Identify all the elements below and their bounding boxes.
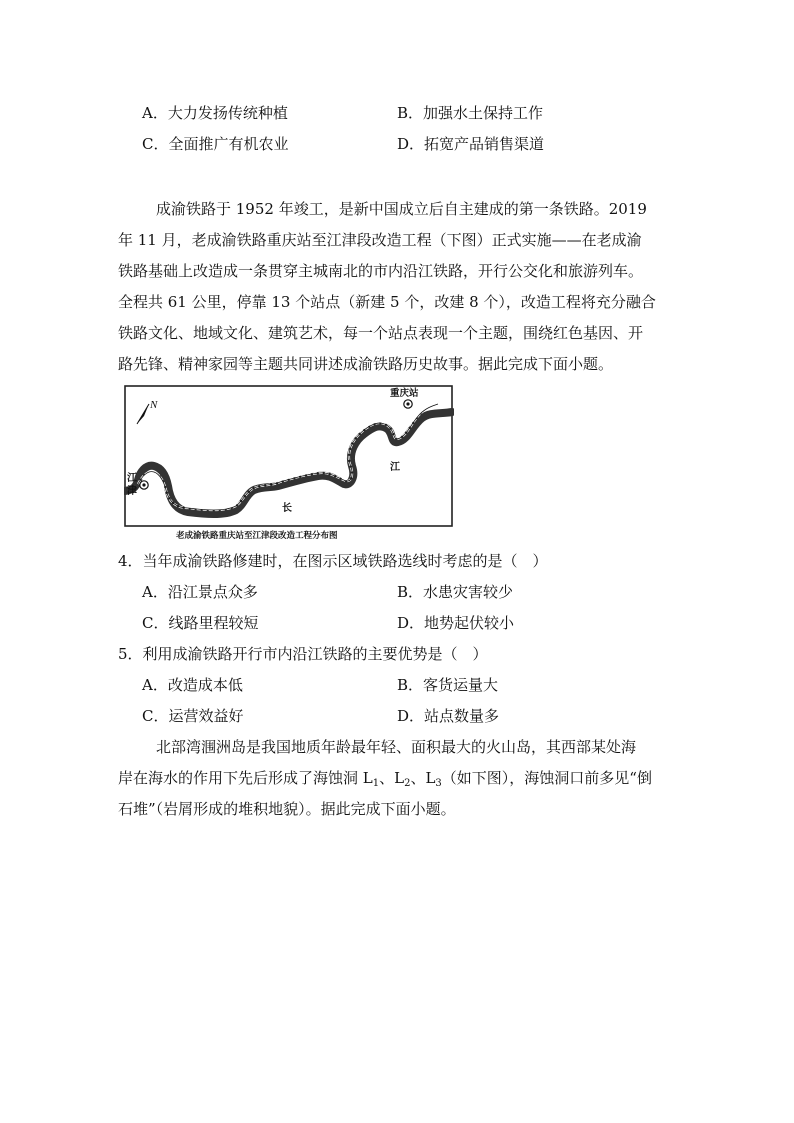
label-river-jiang: 江 <box>390 462 400 473</box>
q5-option-d <box>397 705 499 726</box>
label-river-chang: 长 <box>282 503 292 514</box>
question-5-stem: 5．利用成渝铁路开行市内沿江铁路的主要优势是（ ） <box>118 645 488 663</box>
option-text: 线路里程较短 <box>168 614 259 632</box>
label-jiangjin-1: 江 <box>127 473 137 484</box>
passage-line: 路先锋、精神家园等主题共同讲述成渝铁路历史故事。据此完成下面小题。 <box>118 355 614 373</box>
north-label: N <box>150 399 158 411</box>
passage-line: 成渝铁路于 1952 年竣工，是新中国成立后自主建成的第一条铁路。2019 <box>156 200 647 218</box>
option-text: 客货运量大 <box>423 676 499 694</box>
station-jiangjin-icon <box>140 481 148 489</box>
railway-map <box>124 384 454 542</box>
passage-text: 、L <box>410 769 436 787</box>
option-text: 大力发扬传统种植 <box>167 104 288 122</box>
option-letter: B． <box>397 676 424 694</box>
passage-line: 铁路文化、地域文化、建筑艺术，每一个站点表现一个主题，围绕红色基因、开 <box>118 324 644 342</box>
option-letter: B． <box>397 104 424 122</box>
option-letter: A． <box>142 676 168 694</box>
q4-option-c <box>142 612 259 633</box>
option-letter: A． <box>142 104 168 122</box>
q5-option-a <box>142 674 243 695</box>
subscript: 2 <box>404 778 411 789</box>
option-text: 水患灾害较少 <box>423 583 514 601</box>
option-text: 全面推广有机农业 <box>168 135 289 153</box>
subscript: 3 <box>435 778 442 789</box>
option-a <box>142 102 288 123</box>
option-letter: D． <box>397 707 425 725</box>
label-jiangjin-2: 津 <box>127 486 137 497</box>
option-text: 改造成本低 <box>167 676 243 694</box>
passage-line: 全程共 61 公里，停靠 13 个站点（新建 5 个，改建 8 个），改造工程将充分融合 <box>118 293 656 311</box>
option-d <box>397 133 544 154</box>
option-text: 加强水土保持工作 <box>423 104 544 122</box>
question-4-stem: 4．当年成渝铁路修建时，在图示区域铁路选线时考虑的是（ ） <box>118 552 548 570</box>
q4-option-b <box>397 581 513 602</box>
passage-line: 石堆”（岩屑形成的堆积地貌）。据此完成下面小题。 <box>118 800 456 818</box>
subscript: 1 <box>372 778 380 789</box>
passage-text: （如下图），海蚀洞口前多见“倒 <box>441 769 652 787</box>
passage-line <box>118 767 652 789</box>
option-letter: D． <box>397 614 425 632</box>
passage-text: 岸在海水的作用下先后形成了海蚀洞 L <box>118 769 373 787</box>
option-text: 运营效益好 <box>168 707 244 725</box>
option-letter: C． <box>142 614 169 632</box>
label-chongqing-station: 重庆站 <box>390 388 419 399</box>
option-text: 沿江景点众多 <box>167 583 258 601</box>
q4-option-a <box>142 581 258 602</box>
option-b <box>397 102 543 123</box>
q5-option-b <box>397 674 498 695</box>
option-text: 站点数量多 <box>424 707 500 725</box>
q4-option-d <box>397 612 514 633</box>
option-letter: A． <box>142 583 168 601</box>
option-letter: B． <box>397 583 424 601</box>
option-letter: D． <box>397 135 425 153</box>
passage-text: 、L <box>379 769 405 787</box>
passage-line: 北部湾涠洲岛是我国地质年龄最年轻、面积最大的火山岛，其西部某处海 <box>156 738 637 756</box>
option-letter: C． <box>142 135 169 153</box>
station-chongqing-icon <box>404 400 412 408</box>
option-text: 拓宽产品销售渠道 <box>424 135 545 153</box>
option-c <box>142 133 289 154</box>
option-letter: C． <box>142 707 169 725</box>
q5-option-c <box>142 705 244 726</box>
option-text: 地势起伏较小 <box>424 614 515 632</box>
map-caption: 老成渝铁路重庆站至江津段改造工程分布图 <box>176 531 338 541</box>
passage-line: 年 11 月，老成渝铁路重庆站至江津段改造工程（下图）正式实施——在老成渝 <box>118 231 642 249</box>
passage-line: 铁路基础上改造成一条贯穿主城南北的市内沿江铁路，开行公交化和旅游列车。 <box>118 262 644 280</box>
